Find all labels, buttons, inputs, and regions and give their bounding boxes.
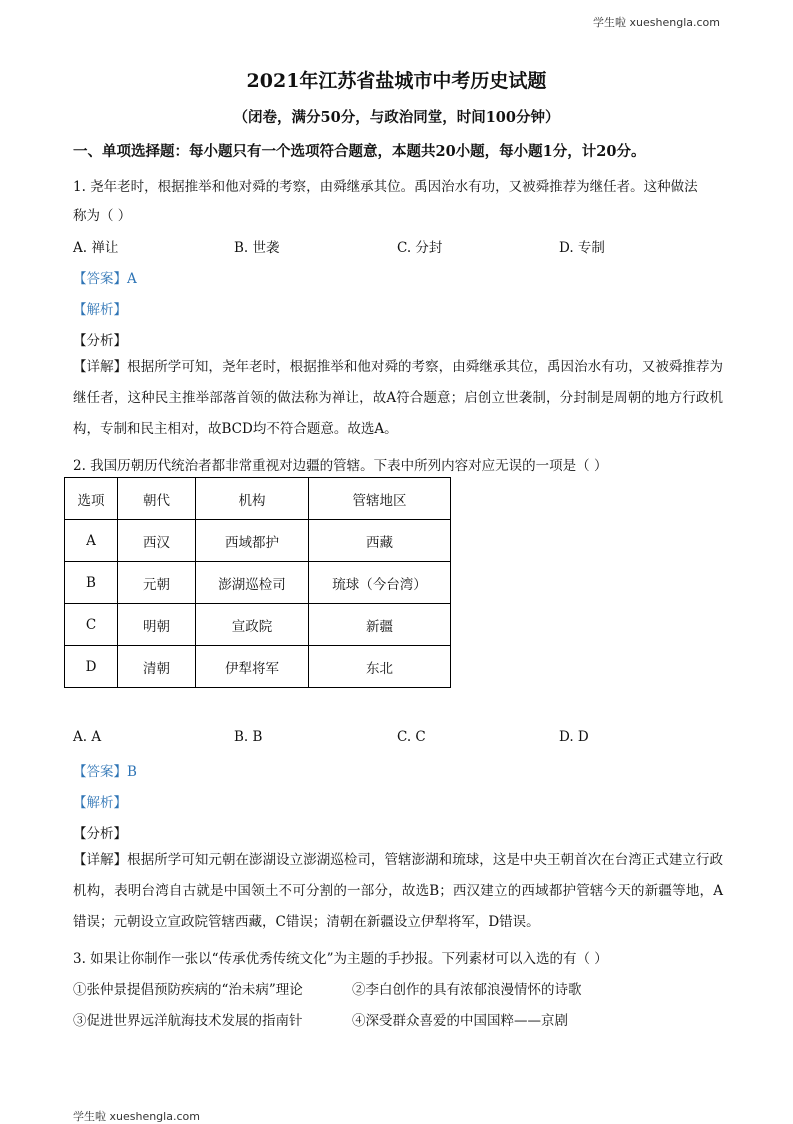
table-row (65, 520, 451, 562)
q3-item-1: ①张仲景提倡预防疾病的“治未病”理论 (73, 982, 303, 998)
table-header-cell: 朝代 (118, 478, 196, 520)
table-cell: 西汉 (118, 520, 196, 562)
q1-option-b: B. 世袭 (234, 240, 280, 256)
q3-item-2: ②李白创作的具有浓郁浪漫情怀的诗歌 (352, 982, 582, 998)
table-cell: 元朝 (118, 562, 196, 604)
section-heading: 一、单项选择题：每小题只有一个选项符合题意，本题共20小题，每小题1分，计20分。 (73, 143, 646, 160)
q1-option-a: A. 禅让 (73, 240, 119, 256)
q2-option-b: B. B (234, 729, 263, 745)
q3-item-3: ③促进世界远洋航海技术发展的指南针 (73, 1013, 303, 1029)
q3-item-4: ④深受群众喜爱的中国国粹——京剧 (352, 1013, 568, 1029)
q2-option-c: C. C (397, 729, 426, 745)
q2-detail: 【详解】根据所学可知元朝在澎湖设立澎湖巡检司，管辖澎湖和琉球，这是中央王朝首次在台湾正式建立行政机构，表明台湾自古就是中国领土不可分割的一部分，故选B；西汉建立的西域都护管辖今天的新疆等地，A错误；元朝设立宣政院管辖西藏，C错误；清朝在新疆设立伊犁将军，D错误。 (73, 852, 723, 930)
table-cell: 澎湖巡检司 (196, 562, 309, 604)
table-header-cell: 选项 (65, 478, 118, 520)
table-cell: C (65, 604, 118, 646)
table-cell: 西藏 (309, 520, 451, 562)
q2-table (64, 477, 451, 688)
q1-option-c: C. 分封 (397, 240, 443, 256)
table-cell: 琉球（今台湾） (309, 562, 451, 604)
watermark-bottom: 学生啦 xueshengla.com (73, 1110, 200, 1123)
table-header-cell: 管辖地区 (309, 478, 451, 520)
table-cell: 东北 (309, 646, 451, 688)
table-cell: 明朝 (118, 604, 196, 646)
table-header-row (65, 478, 451, 520)
q2-fenxi-label: 【分析】 (73, 826, 127, 842)
q1-option-d: D. 专制 (559, 240, 605, 256)
q2-option-d: D. D (559, 729, 589, 745)
watermark-top: 学生啦 xueshengla.com (593, 16, 720, 29)
table-cell: B (65, 562, 118, 604)
q1-stem-line1: 1. 尧年老时，根据推举和他对舜的考察，由舜继承其位。禹因治水有功，又被舜推荐为继任者。这种做法 (73, 179, 698, 195)
q1-answer: 【答案】A (73, 271, 137, 287)
q1-stem-line2: 称为（ ） (73, 208, 132, 224)
table-cell: A (65, 520, 118, 562)
q2-answer: 【答案】B (73, 764, 137, 780)
table-cell: 伊犁将军 (196, 646, 309, 688)
exam-subtitle: （闭卷，满分50分，与政治同堂，时间100分钟） (233, 109, 560, 126)
q1-detail: 【详解】根据所学可知，尧年老时，根据推举和他对舜的考察，由舜继承其位，禹因治水有功，又被舜推荐为继任者，这种民主推举部落首领的做法称为禅让，故A符合题意；启创立世袭制，分封制是周朝的地方行政机构，专制和民主相对，故BCD均不符合题意。故选A。 (73, 359, 723, 437)
q1-analysis-label: 【解析】 (73, 302, 127, 318)
table-cell: D (65, 646, 118, 688)
q2-analysis-label: 【解析】 (73, 795, 127, 811)
q1-fenxi-label: 【分析】 (73, 333, 127, 349)
table-cell: 清朝 (118, 646, 196, 688)
exam-title: 2021年江苏省盐城市中考历史试题 (246, 70, 547, 92)
q2-option-a: A. A (73, 729, 102, 745)
q3-stem: 3. 如果让你制作一张以“传承优秀传统文化”为主题的手抄报。下列素材可以入选的有（ ） (73, 951, 608, 967)
table-row (65, 604, 451, 646)
table-cell: 西域都护 (196, 520, 309, 562)
table-cell: 新疆 (309, 604, 451, 646)
q2-stem: 2. 我国历朝历代统治者都非常重视对边疆的管辖。下表中所列内容对应无误的一项是（ ） (73, 458, 608, 474)
table-header-cell: 机构 (196, 478, 309, 520)
table-row (65, 646, 451, 688)
table-row (65, 562, 451, 604)
table-cell: 宣政院 (196, 604, 309, 646)
